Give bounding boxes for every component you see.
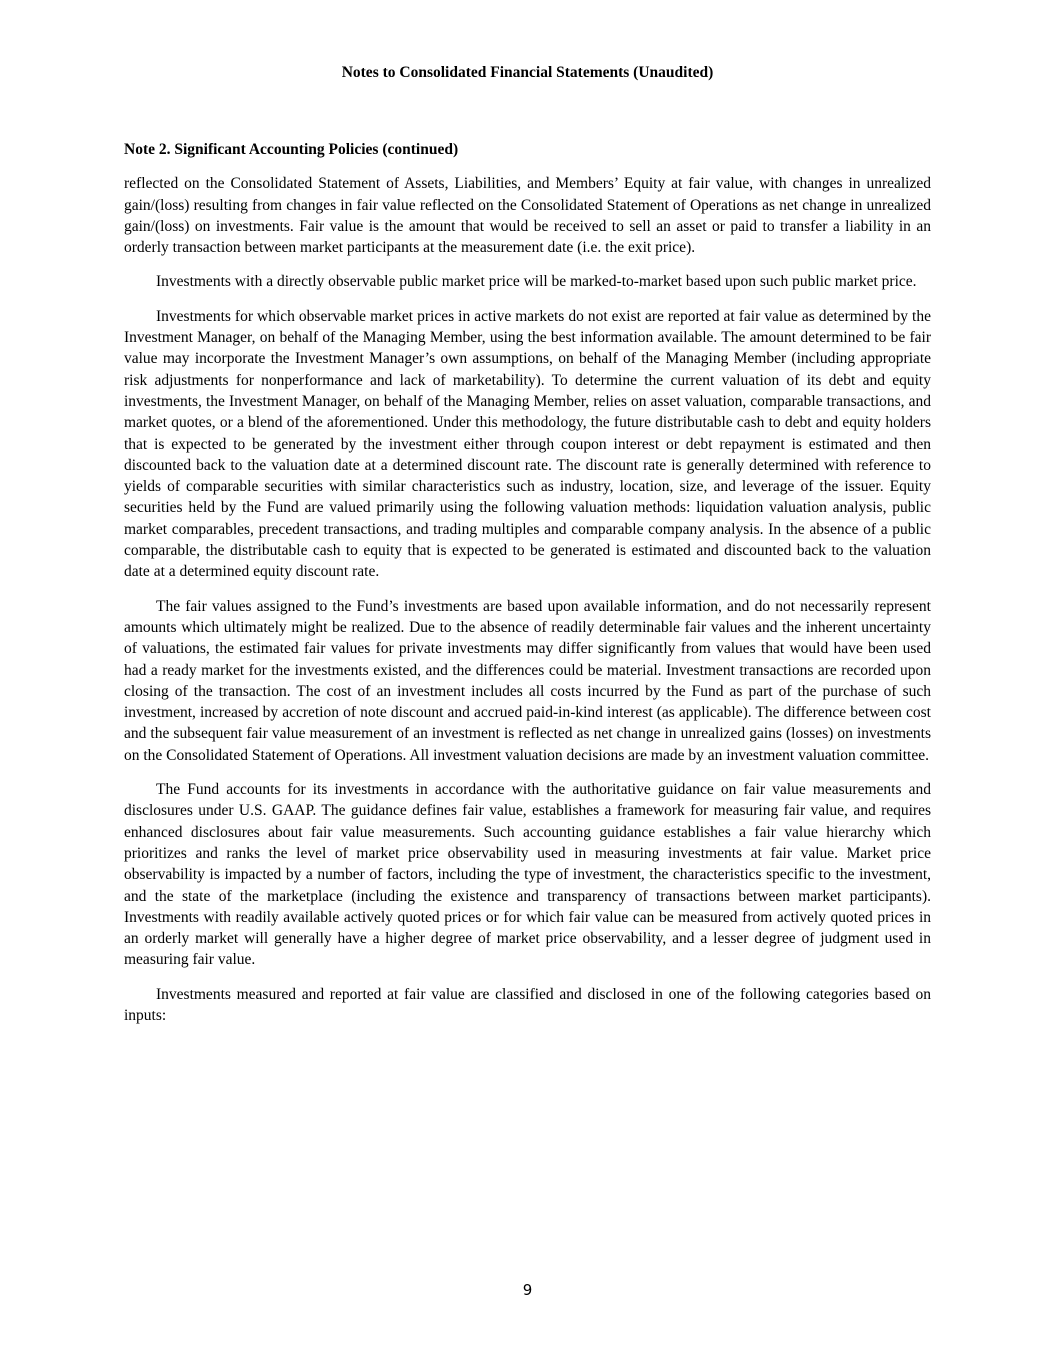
document-body	[124, 139, 931, 1039]
page-header: Notes to Consolidated Financial Statements (Unaudited)	[341, 64, 714, 81]
paragraph-valuation-methodology: Investments for which observable market prices in active markets do not exist are reported at fair value as determined by the Investment Manager, on behalf of the Managing Member, using the best information available. The amount determined to be fair value may incorporate the Investment Manager’s own assumptions, on behalf of the Managing Member (including appropriate risk adjustments for nonperformance and lack of marketability). To determine the current valuation of its debt and equity investments, the Investment Manager, on behalf of the Managing Member, relies on asset valuation, comparable transactions, and market quotes, or a blend of the aforementioned. Under this methodology, the future distributable cash to debt and equity holders that is expected to be generated by the investment either through coupon interest or debt repayment is estimated and then discounted back to the valuation date at a determined discount rate. The discount rate is generally determined with reference to yields of comparable securities with similar characteristics such as industry, location, size, and leverage of the issuer. Equity securities held by the Fund are valued primarily using the following valuation methods: liquidation valuation analysis, public market comparables, precedent transactions, and trading multiples and comparable company analysis. In the absence of a public comparable, the distributable cash to equity that is expected to be generated is estimated and discounted back to the valuation date at a determined equity discount rate.	[124, 307, 931, 581]
paragraph-fair-value-continued: reflected on the Consolidated Statement of Assets, Liabilities, and Members’ Equity at fair value, with changes in unrealized gain/(loss) resulting from changes in fair value reflected on the Consolidated Statement of Operations as net change in unrealized gain/(loss) on investments. Fair value is the amount that would be received to sell an asset or paid to transfer a liability in an orderly transaction between market participants at the measurement date (i.e. the exit price).	[124, 175, 931, 257]
paragraph-authoritative-guidance: The Fund accounts for its investments in accordance with the authoritative guidance on fair value measurements and disclosures under U.S. GAAP. The guidance defines fair value, establishes a framework for measuring fair value, and requires enhanced disclosures about fair value measurements. Such accounting guidance establishes a fair value hierarchy which prioritizes and ranks the level of market price observability used in measuring investments at fair value. Market price observability is impacted by a number of factors, including the type of investment, the characteristics specific to the investment, and the state of the marketplace (including the existence and transparency of transactions between market participants). Investments with readily available actively quoted prices or for which fair value can be measured from actively quoted prices in an orderly market will generally have a higher degree of market price observability, and a lesser degree of judgment used in measuring fair value.	[124, 781, 931, 969]
paragraph-observable-market-price: Investments with a directly observable public market price will be marked-to-market based upon such public market price.	[156, 273, 917, 291]
page-number: 9	[522, 1281, 533, 1299]
section-heading: Note 2. Significant Accounting Policies (continued)	[124, 141, 459, 158]
paragraph-fair-values-assigned: The fair values assigned to the Fund’s investments are based upon available information, and do not necessarily represent amounts which ultimately might be realized. Due to the absence of readily determinable fair values and the inherent uncertainty of valuations, the estimated fair values for private investments may differ significantly from values that would have been used had a ready market for the investments existed, and the differences could be material. Investment transactions are recorded upon closing of the transaction. The cost of an investment includes all costs incurred by the Fund as part of the purchase of such investment, increased by accretion of note discount and accrued paid-in-kind interest (as applicable). The difference between cost and the subsequent fair value measurement of an investment is reflected as net change in unrealized gains (losses) on investments on the Consolidated Statement of Operations. All investment valuation decisions are made by an investment valuation committee.	[124, 597, 931, 764]
paragraph-categories-intro: Investments measured and reported at fair value are classified and disclosed in one of the following categories based on inputs:	[124, 985, 931, 1024]
